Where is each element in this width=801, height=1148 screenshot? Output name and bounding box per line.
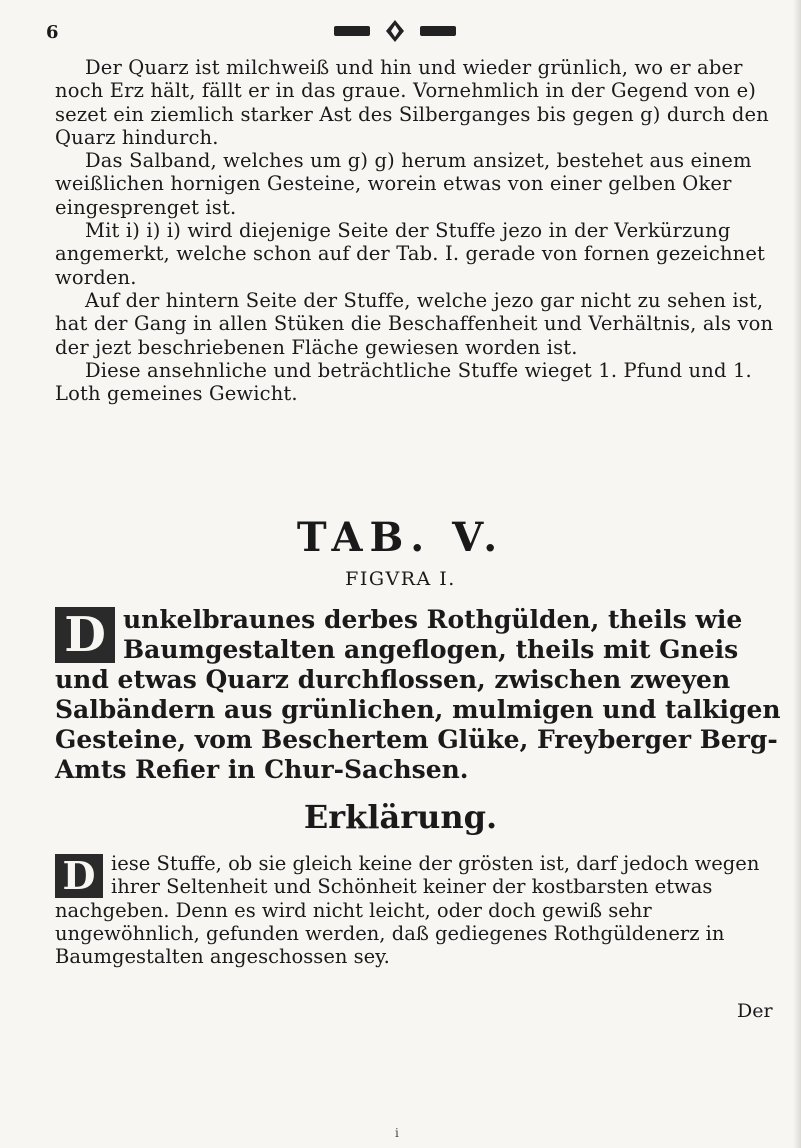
printer-ornament-icon xyxy=(330,18,460,44)
page-number: 6 xyxy=(46,22,59,43)
description-text: unkelbraunes derbes Rothgülden, theils wie Baumgestalten angeflogen, theils mit Gneis und etwas Quarz durchflossen, zwischen zweyen Salbändern aus grünlichen, mulmigen und talkigen Gesteine, vom Beschertem Glüke, Freyberger Berg-Amts Refier in Chur-Sachsen. xyxy=(55,605,781,784)
page-header xyxy=(0,18,801,48)
catchword: Der xyxy=(737,1000,773,1022)
paragraph: Das Salband, welches um g) g) herum ansizet, bestehet aus einem weißlichen hornigen Gesteine, worein etwas von einer gelben Oker eingesprenget ist. xyxy=(55,149,752,219)
page-edge-shadow xyxy=(793,0,801,1148)
section-heading: Erklärung. xyxy=(303,798,498,836)
paragraph: Der Quarz ist milchweiß und hin und wieder grünlich, wo er aber noch Erz hält, fällt er in das graue. Vornehmlich in der Gegend von e) sezet ein ziemlich starker Ast des Silberganges bis gegen g) durch den Quarz hindurch. xyxy=(55,56,769,149)
paragraph: Diese ansehnliche und beträchtliche Stuffe wieget 1. Pfund und 1. Loth gemeines Gewicht. xyxy=(55,358,752,406)
explanation-text: iese Stuffe, ob sie gleich keine der grösten ist, darf jedoch wegen ihrer Seltenheit und Schönheit keiner der kostbarsten etwas nachgeben. Denn es wird nicht leicht, oder doch gewiß sehr ungewöhnlich, gefunden werden, daß gediegenes Rothgüldenerz in Baumgestalten angeschossen sey. xyxy=(55,852,760,969)
decorated-initial: D xyxy=(55,854,103,898)
plate-title: TAB. V. xyxy=(296,514,505,561)
paragraph: Mit i) i) i) wird diejenige Seite der Stuffe jezo in der Verkürzung angemerkt, welche schon auf der Tab. I. gerade von fornen gezeichnet worden. xyxy=(55,219,766,289)
paragraph: Auf der hintern Seite der Stuffe, welche jezo gar nicht zu sehen ist, hat der Gang in allen Stüken die Beschaffenheit und Verhältnis, als von der jezt beschriebenen Fläche gewiesen worden ist. xyxy=(55,288,774,359)
decorated-initial: D xyxy=(55,607,115,663)
explanation-text-block xyxy=(55,852,790,968)
section-stuffe-description xyxy=(55,56,790,405)
signature-mark: i xyxy=(395,1126,399,1140)
figure-label: FIGVRA I. xyxy=(345,568,456,590)
figure-description xyxy=(55,605,790,785)
